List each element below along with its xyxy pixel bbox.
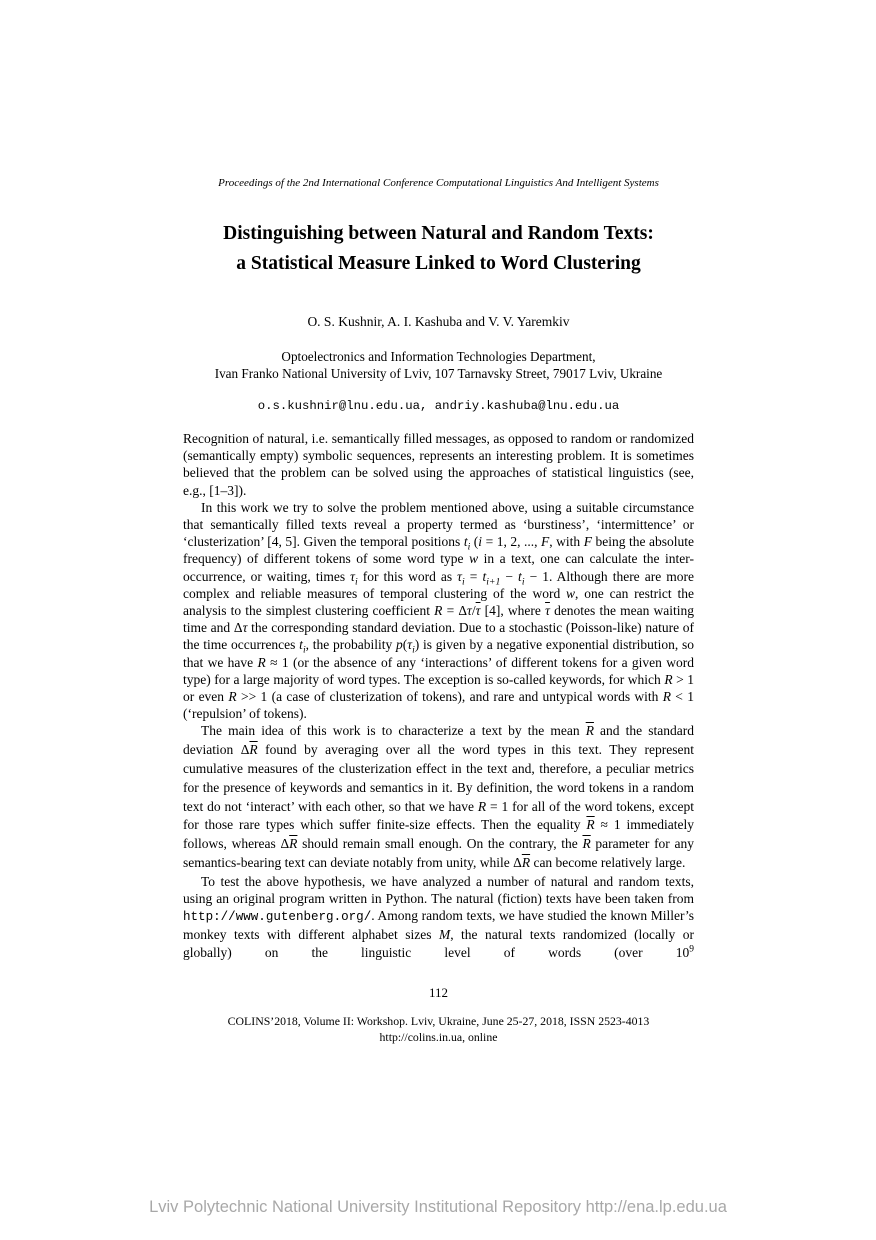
footer-line2: http://colins.in.ua, online xyxy=(379,1029,498,1044)
paper-title-line2: a Statistical Measure Linked to Word Clustering xyxy=(236,253,641,274)
body-text xyxy=(183,430,694,961)
footer-line1: COLINS’2018, Volume II: Workshop. Lviv, Ukraine, June 25-27, 2018, ISSN 2523-4013 xyxy=(227,1013,650,1028)
footer xyxy=(183,1013,694,1045)
paragraph: To test the above hypothesis, we have analyzed a number of natural and random texts, using an original program written in Python. The natural (fiction) texts have been taken from http://www.gutenberg.org/. Among random texts, we have studied the known Miller’s monkey texts with different alphabet sizes M, the natural texts randomized (locally or globally) on the linguistic level of words (over $10^9$ xyxy=(183,873,694,960)
page-number: 112 xyxy=(428,984,449,1000)
affiliation xyxy=(183,349,694,382)
paragraph: Recognition of natural, i.e. semantically filled messages, as opposed to random or randomized (semantically empty) symbolic sequences, represents an interesting problem. It is sometimes believed that the problem can be solved using the approaches of statistical linguistics (see, e.g., [1–3]). xyxy=(183,431,694,498)
author-emails: o.s.kushnir@lnu.edu.ua, andriy.kashuba@lnu.edu.ua xyxy=(257,399,620,413)
paragraph: In this work we try to solve the problem mentioned above, using a suitable circumstance that semantically filled texts reveal a property termed as ‘burstiness’, ‘intermittence’ or ‘clusterization’ [4, 5]. Given the temporal positions $t_i$ (i = 1, 2, ..., F, with F being the absolute frequency) of different tokens of some word type w in a text, one can calculate the inter-occurrence, or waiting, times $\tau_i$ for this word as $\tau_i = t_{i+1} - t_i - 1$. Although there are more complex and reliable measures of temporal clustering of the word w, one can restrict the analysis to the simplest clustering coefficient $R = \Delta\tau/\overline{\tau}$ [4], where $\overline{\tau}$ denotes the mean waiting time and Δτ the corresponding standard deviation. Due to a stochastic (Poisson-like) nature of the time occurrences $t_i$, the probability $p(\tau_i)$ is given by a negative exponential distribution, so that we have R ≈ 1 (or the absence of any ‘interactions’ of different tokens for a given word type) for a large majority of word types. The exception is so-called keywords, for which R > 1 or even R >> 1 (a case of clusterization of tokens), and rare and untypical words with R < 1 (‘repulsion’ of tokens). xyxy=(183,499,695,722)
running-header: Proceedings of the 2nd International Conference Computational Linguistics And Intelligent Systems xyxy=(218,177,659,189)
affiliation-line2: Ivan Franko National University of Lviv, 107 Tarnavsky Street, 79017 Lviv, Ukraine xyxy=(214,365,663,381)
authors: O. S. Kushnir, A. I. Kashuba and V. V. Yaremkiv xyxy=(307,314,570,329)
repository-watermark: Lviv Polytechnic National University Institutional Repository http://ena.lp.edu.ua xyxy=(149,1198,727,1216)
affiliation-line1: Optoelectronics and Information Technologies Department, xyxy=(281,349,596,364)
content-column xyxy=(183,0,694,1045)
paper-title xyxy=(183,219,694,279)
paper-title-line1: Distinguishing between Natural and Random Texts: xyxy=(223,223,654,244)
paragraph: The main idea of this work is to characterize a text by the mean $\overline{R}$ and the standard deviation $\Delta\overline{R}$ found by averaging over all the word types in this text. They represent cumulative measures of the clusterization effect in the text and, therefore, a peculiar metrics for the presence of keywords and semantics in it. By definition, the word tokens in a random text do not ‘interact’ with each other, so that we have R = 1 for all of the word tokens, except for those rare types which suffer finite-size effects. Then the equality $\overline{R} \approx 1$ immediately follows, whereas $\Delta\overline{R}$ should remain small enough. On the contrary, the $\overline{R}$ parameter for any semantics-bearing text can deviate notably from unity, while $\Delta\overline{R}$ can become relatively large. xyxy=(183,723,694,871)
